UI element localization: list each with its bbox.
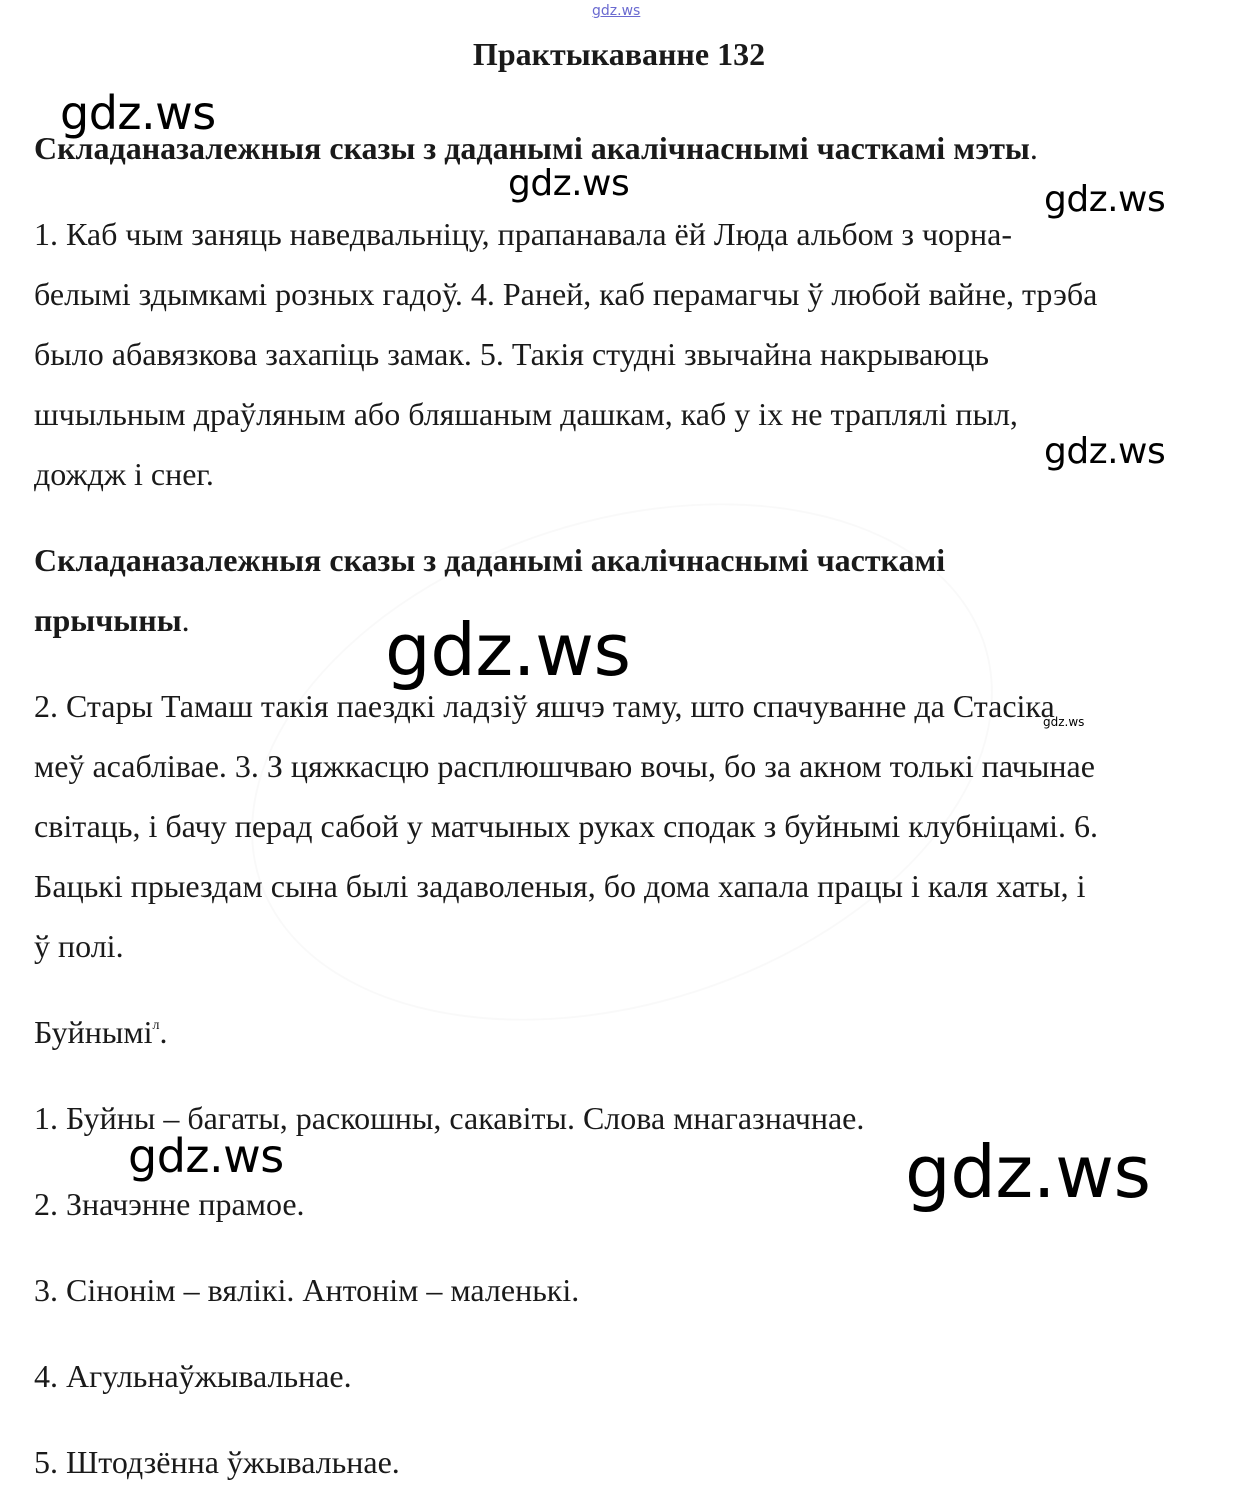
- section2-heading: Складаназалежныя сказы з даданымі акалічнаснымі часткамі: [34, 542, 946, 578]
- watermark: gdz.ws: [905, 1130, 1151, 1214]
- watermark: gdz.ws: [1043, 715, 1085, 729]
- watermark: gdz.ws: [60, 86, 216, 140]
- section1-line: шчыльным драўляным або бляшаным дашкам, каб у іх не траплялі пыл,: [34, 396, 1018, 432]
- watermark: gdz.ws: [508, 163, 630, 204]
- section2-line: ў полі.: [34, 928, 124, 964]
- section1-heading: Складаназалежныя сказы з даданымі акалічнаснымі часткамі мэты.: [34, 130, 1038, 166]
- analysis-item: 2. Значэнне прамое.: [34, 1186, 305, 1222]
- section1-line: 1. Каб чым заняць наведвальніцу, прапанавала ёй Люда альбом з чорна-: [34, 216, 1013, 252]
- analysis-item: 5. Штодзённа ўжывальнае.: [34, 1444, 400, 1480]
- section2-line: Бацькі прыездам сына былі задаволеныя, бо дома хапала працы і каля хаты, і: [34, 868, 1086, 904]
- section2-line: 2. Стары Тамаш такія паездкі ладзіў яшчэ таму, што спачуванне да Стасіка: [34, 688, 1055, 724]
- page-title: Практыкаванне 132: [472, 36, 766, 72]
- section2-line: світаць, і бачу перад сабой у матчыных руках сподак з буйнымі клубніцамі. 6.: [34, 808, 1099, 844]
- watermark: gdz.ws: [385, 608, 631, 692]
- section1-line: дождж і снег.: [34, 456, 214, 492]
- analysis-item: 3. Сінонім – вялікі. Антонім – маленькі.: [34, 1272, 580, 1308]
- watermark: gdz.ws: [128, 1129, 284, 1183]
- analysis-item: 1. Буйны – багаты, раскошны, сакавіты. Слова мнагазначнае.: [34, 1100, 865, 1136]
- watermark: gdz.ws: [1044, 179, 1166, 220]
- section1-line: было абавязкова захапіць замак. 5. Такія студні звычайна накрываюць: [34, 336, 989, 372]
- analysis-item: 4. Агульнаўжывальнае.: [34, 1358, 352, 1394]
- analysed-word: Буйнымі$^л$.: [34, 1014, 168, 1050]
- watermark-link[interactable]: gdz.ws: [592, 3, 641, 19]
- section1-line: белымі здымкамі розных гадоў. 4. Раней, каб перамагчы ў любой вайне, трэба: [34, 276, 1098, 312]
- section2-line: меў асаблівае. 3. З цяжкасцю расплюшчваю вочы, бо за акном толькі пачынае: [34, 748, 1095, 784]
- section2-heading-cont: прычыны.: [34, 602, 190, 638]
- watermark: gdz.ws: [1044, 431, 1166, 472]
